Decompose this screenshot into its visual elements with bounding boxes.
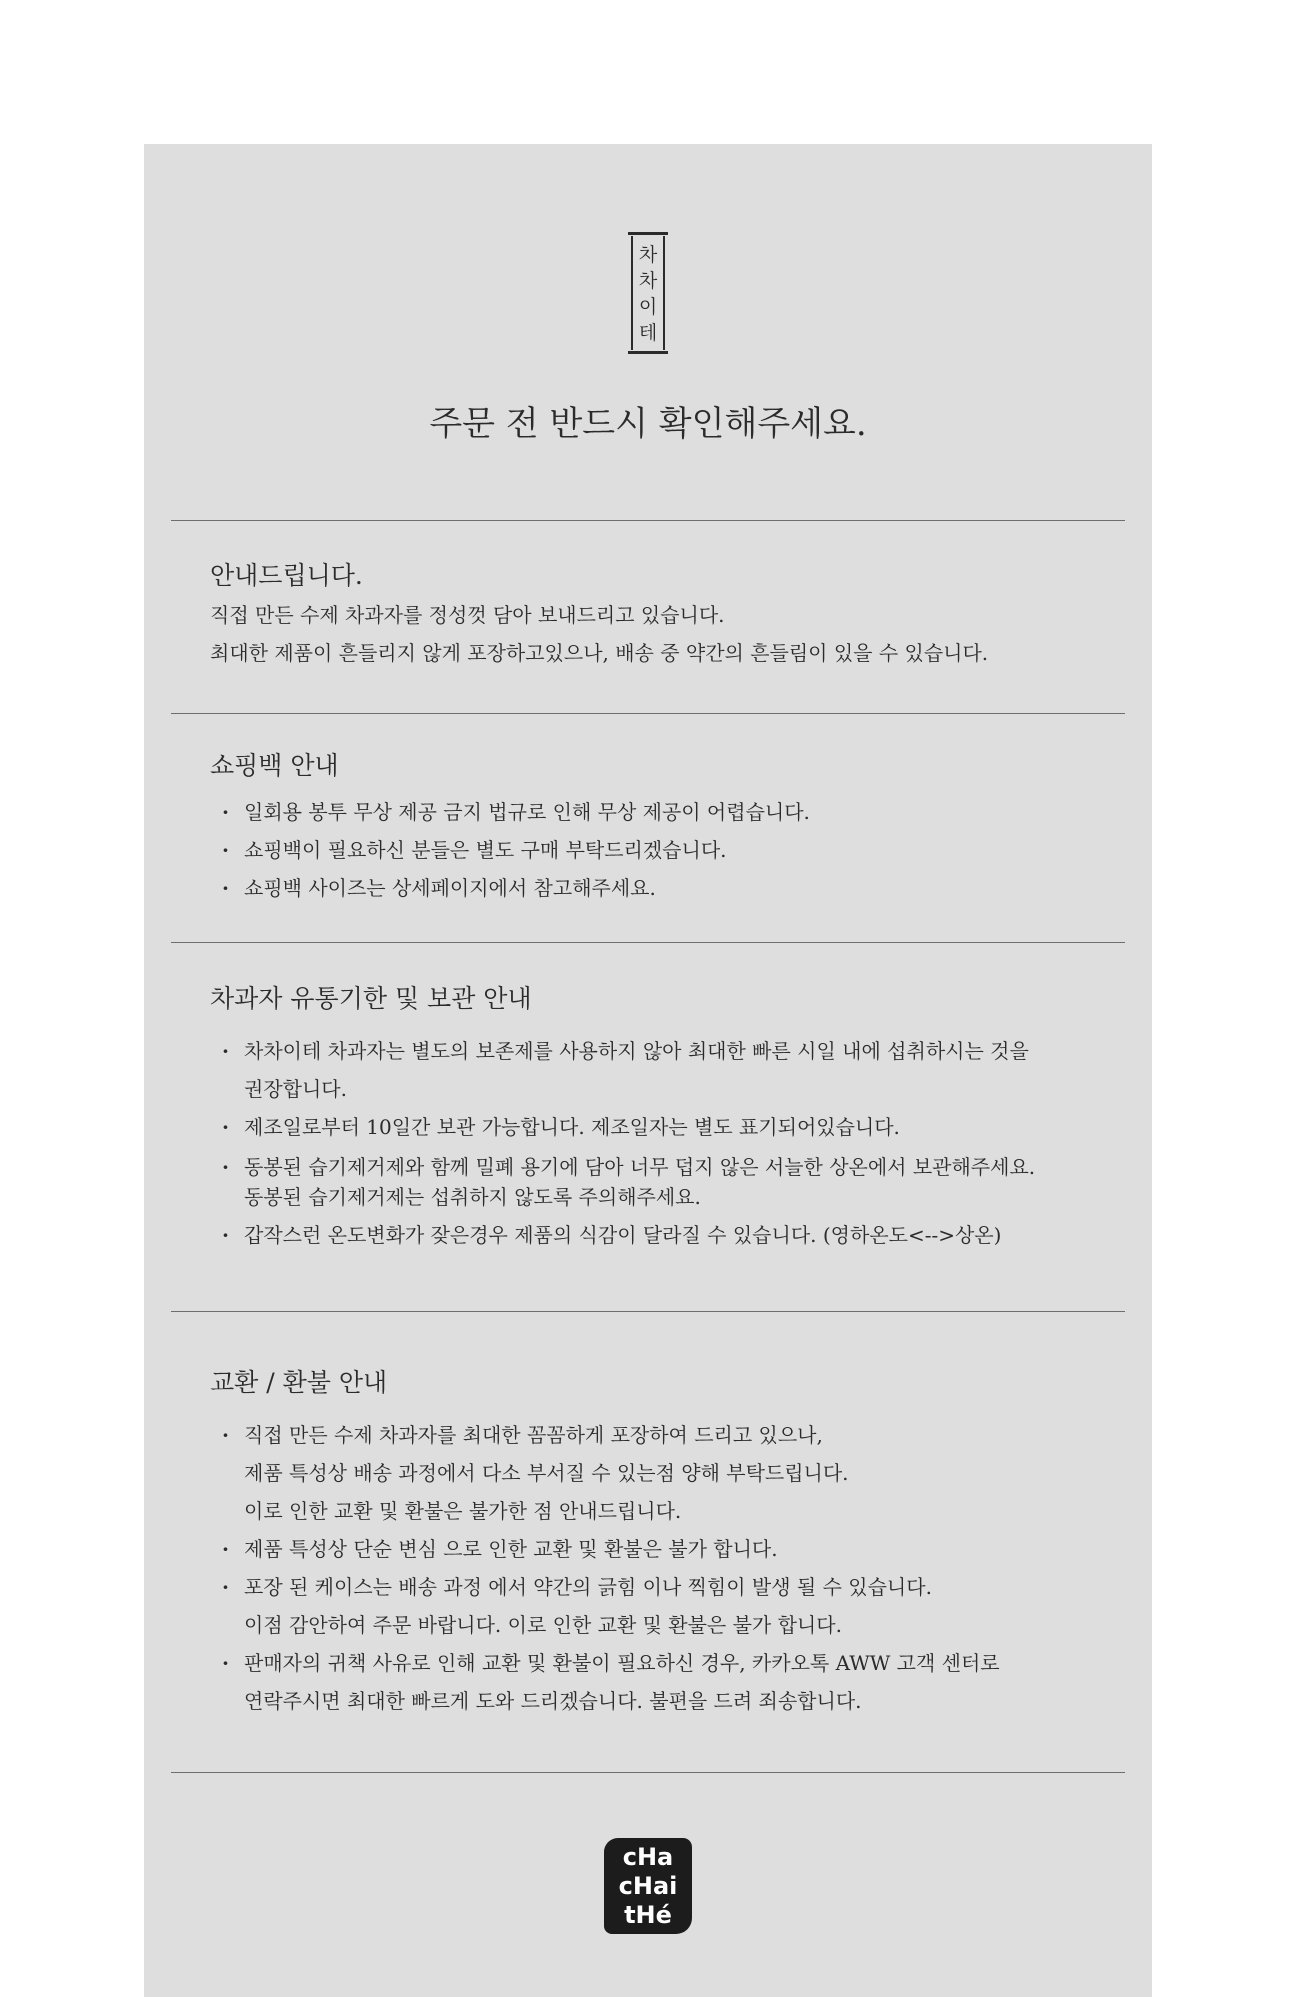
- logo-glyphs: [628, 242, 668, 346]
- logo-badge-line: cHai: [618, 1872, 678, 1900]
- list-item-line: 동봉된 습기제거제는 섭취하지 않도록 주의해주세요.: [244, 1185, 701, 1209]
- logo-top-bar: [628, 232, 668, 235]
- notice-line: 최대한 제품이 흔들리지 않게 포장하고있으나, 배송 중 약간의 흔들림이 있을 수 있습니다.: [210, 641, 989, 665]
- notice-text: [210, 596, 988, 672]
- shopping-bag-list: [222, 793, 810, 907]
- list-item-line: 이로 인한 교환 및 환불은 불가한 점 안내드립니다.: [244, 1499, 682, 1523]
- section-title-notice: 안내드립니다.: [210, 561, 363, 590]
- list-item-line: 권장합니다.: [244, 1077, 347, 1101]
- logo-char: 이: [638, 296, 658, 318]
- list-item: [222, 1152, 1035, 1212]
- list-item-line: · 제품 특성상 단순 변심 으로 인한 교환 및 환불은 불가 합니다.: [244, 1537, 778, 1561]
- divider: [171, 1311, 1125, 1312]
- list-item-line: · 포장 된 케이스는 배송 과정 에서 약간의 긁힘 이나 찍힘이 발생 될 수 있습니다.: [244, 1575, 932, 1599]
- section-title-refund: 교환 / 환불 안내: [210, 1368, 388, 1397]
- list-item-line: 제품 특성상 배송 과정에서 다소 부서질 수 있는점 양해 부탁드립니다.: [244, 1461, 849, 1485]
- refund-list: [222, 1416, 1000, 1720]
- list-item: · 쇼핑백이 필요하신 분들은 별도 구매 부탁드리겠습니다.: [222, 831, 810, 869]
- list-item: [222, 1216, 1035, 1254]
- logo-char: 테: [638, 322, 658, 344]
- logo-char: 차: [638, 270, 658, 292]
- notice-panel: [144, 144, 1152, 1997]
- list-item: · 일회용 봉투 무상 제공 금지 법규로 인해 무상 제공이 어렵습니다.: [222, 793, 810, 831]
- logo-badge-line: cHa: [622, 1843, 674, 1871]
- list-item: [222, 1416, 1000, 1530]
- list-item: [222, 1108, 1035, 1146]
- list-item: [222, 1568, 1000, 1644]
- section-title-shopping-bag: 쇼핑백 안내: [210, 751, 339, 780]
- list-item-line: · 차차이테 차과자는 별도의 보존제를 사용하지 않아 최대한 빠른 시일 내에 섭취하시는 것을: [244, 1039, 1029, 1063]
- divider: [171, 713, 1125, 714]
- list-item-line: · 갑작스런 온도변화가 잦은경우 제품의 식감이 달라질 수 있습니다. (영하온도<-->상온): [244, 1223, 1002, 1247]
- divider: [171, 942, 1125, 943]
- notice-line: 직접 만든 수제 차과자를 정성껏 담아 보내드리고 있습니다.: [210, 603, 725, 627]
- logo-bottom-bar: [628, 351, 668, 354]
- brand-logo-seal: [628, 232, 668, 354]
- logo-badge-line: tHé: [624, 1901, 672, 1929]
- list-item-line: · 직접 만든 수제 차과자를 최대한 꼼꼼하게 포장하여 드리고 있으나,: [244, 1423, 823, 1447]
- list-item-line: · 판매자의 귀책 사유로 인해 교환 및 환불이 필요하신 경우, 카카오톡 AWW 고객 센터로: [244, 1651, 1000, 1675]
- logo-char: 차: [638, 244, 658, 266]
- list-item: [222, 1032, 1035, 1108]
- page-headline: 주문 전 반드시 확인해주세요.: [429, 404, 867, 444]
- list-item-line: 연락주시면 최대한 빠르게 도와 드리겠습니다. 불편을 드려 죄송합니다.: [244, 1689, 862, 1713]
- brand-logo-badge: [604, 1838, 692, 1934]
- list-item: [222, 1644, 1000, 1720]
- list-item: [222, 1530, 1000, 1568]
- storage-list: [222, 1032, 1035, 1254]
- list-item-line: · 동봉된 습기제거제와 함께 밀폐 용기에 담아 너무 덥지 않은 서늘한 상온에서 보관해주세요.: [244, 1155, 1036, 1179]
- divider: [171, 1772, 1125, 1773]
- section-title-storage: 차과자 유통기한 및 보관 안내: [210, 984, 532, 1013]
- list-item-line: · 제조일로부터 10일간 보관 가능합니다. 제조일자는 별도 표기되어있습니다.: [244, 1115, 900, 1139]
- list-item: · 쇼핑백 사이즈는 상세페이지에서 참고해주세요.: [222, 869, 810, 907]
- divider: [171, 520, 1125, 521]
- list-item-line: 이점 감안하여 주문 바랍니다. 이로 인한 교환 및 환불은 불가 합니다.: [244, 1613, 842, 1637]
